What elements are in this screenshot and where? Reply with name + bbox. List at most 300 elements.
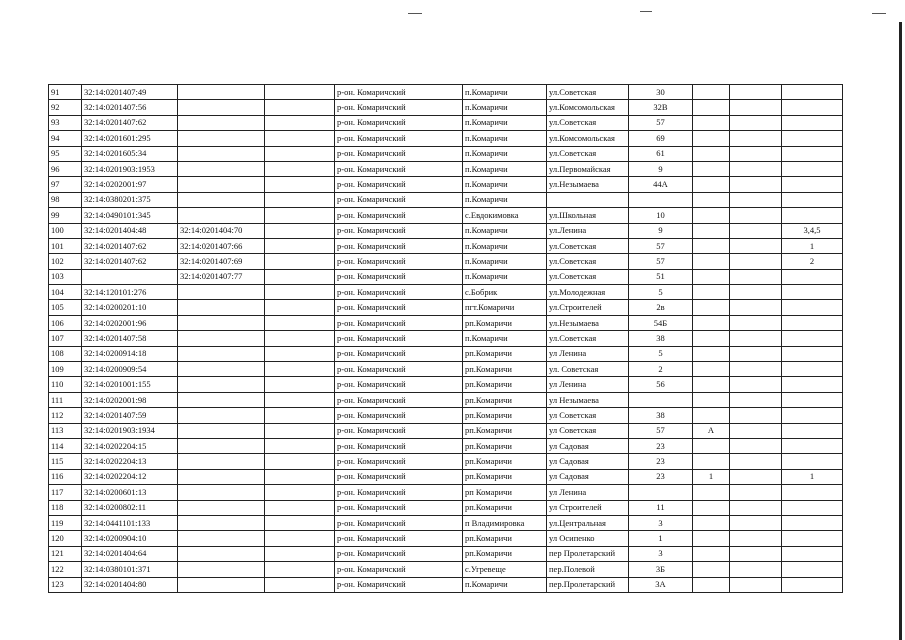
street-cell: ул.Первомайская — [547, 161, 629, 176]
extra-cell-9 — [693, 269, 730, 284]
cadastral-number: 32:14:0202001:96 — [82, 315, 178, 330]
extra-cell-11: 1 — [782, 238, 843, 253]
cadastral-number: 32:14:0201407:62 — [82, 254, 178, 269]
row-number: 119 — [49, 515, 82, 530]
cadastral-number-2 — [178, 131, 265, 146]
street-cell: ул Садовая — [547, 469, 629, 484]
locality-cell: пгт.Комаричи — [463, 300, 547, 315]
locality-cell: п.Комаричи — [463, 238, 547, 253]
table-row — [49, 346, 843, 361]
row-number: 97 — [49, 177, 82, 192]
cadastral-number-2: 32:14:0201407:69 — [178, 254, 265, 269]
street-cell — [547, 192, 629, 207]
locality-cell: с.Бобрик — [463, 285, 547, 300]
empty-cell — [265, 377, 335, 392]
cadastral-number: 32:14:0201001:155 — [82, 377, 178, 392]
house-number: 38 — [629, 331, 693, 346]
cadastral-number-2 — [178, 100, 265, 115]
district-cell: р-он. Комаричский — [335, 346, 463, 361]
cadastral-number-2 — [178, 146, 265, 161]
house-number: 3 — [629, 515, 693, 530]
cadastral-number: 32:14:0202001:97 — [82, 177, 178, 192]
district-cell: р-он. Комаричский — [335, 485, 463, 500]
empty-cell — [265, 562, 335, 577]
house-number: 2в — [629, 300, 693, 315]
cadastral-number-2 — [178, 408, 265, 423]
table-body — [49, 85, 843, 593]
extra-cell-9 — [693, 454, 730, 469]
street-cell: пер Пролетарский — [547, 546, 629, 561]
house-number: 57 — [629, 254, 693, 269]
extra-cell-11 — [782, 331, 843, 346]
table-row — [49, 223, 843, 238]
empty-cell — [265, 177, 335, 192]
cadastral-number: 32:14:0380201:375 — [82, 192, 178, 207]
extra-cell-11 — [782, 485, 843, 500]
house-number: 44А — [629, 177, 693, 192]
empty-cell — [265, 161, 335, 176]
extra-cell-10 — [730, 115, 782, 130]
extra-cell-11 — [782, 546, 843, 561]
extra-cell-10 — [730, 546, 782, 561]
extra-cell-11 — [782, 562, 843, 577]
cadastral-number-2 — [178, 346, 265, 361]
scan-speck — [872, 13, 886, 14]
street-cell: ул Ленина — [547, 485, 629, 500]
cadastral-number: 32:14:0200914:18 — [82, 346, 178, 361]
cadastral-number-2: 32:14:0201407:77 — [178, 269, 265, 284]
extra-cell-10 — [730, 146, 782, 161]
extra-cell-10 — [730, 177, 782, 192]
row-number: 107 — [49, 331, 82, 346]
extra-cell-10 — [730, 531, 782, 546]
table-row — [49, 192, 843, 207]
empty-cell — [265, 469, 335, 484]
extra-cell-11 — [782, 377, 843, 392]
extra-cell-10 — [730, 269, 782, 284]
extra-cell-9 — [693, 254, 730, 269]
cadastral-number: 32:14:0201407:59 — [82, 408, 178, 423]
street-cell: ул. Советская — [547, 362, 629, 377]
extra-cell-9 — [693, 208, 730, 223]
street-cell: ул Ленина — [547, 346, 629, 361]
house-number: 61 — [629, 146, 693, 161]
row-number: 108 — [49, 346, 82, 361]
extra-cell-11: 1 — [782, 469, 843, 484]
extra-cell-11 — [782, 454, 843, 469]
district-cell: р-он. Комаричский — [335, 438, 463, 453]
district-cell: р-он. Комаричский — [335, 515, 463, 530]
table-row — [49, 331, 843, 346]
cadastral-number: 32:14:0202204:15 — [82, 438, 178, 453]
street-cell: ул.Молодежная — [547, 285, 629, 300]
cadastral-number: 32:14:0201601:295 — [82, 131, 178, 146]
street-cell: ул.Незымаева — [547, 315, 629, 330]
empty-cell — [265, 485, 335, 500]
table-row — [49, 85, 843, 100]
row-number: 114 — [49, 438, 82, 453]
extra-cell-10 — [730, 85, 782, 100]
district-cell: р-он. Комаричский — [335, 131, 463, 146]
cadastral-number: 32:14:0200201:10 — [82, 300, 178, 315]
extra-cell-9 — [693, 485, 730, 500]
empty-cell — [265, 238, 335, 253]
empty-cell — [265, 423, 335, 438]
street-cell: ул.Незымаева — [547, 177, 629, 192]
scan-speck — [640, 11, 652, 12]
empty-cell — [265, 362, 335, 377]
house-number: 32В — [629, 100, 693, 115]
extra-cell-10 — [730, 254, 782, 269]
row-number: 121 — [49, 546, 82, 561]
extra-cell-10 — [730, 577, 782, 592]
street-cell: ул.Комсомольская — [547, 100, 629, 115]
cadastral-number-2 — [178, 469, 265, 484]
district-cell: р-он. Комаричский — [335, 115, 463, 130]
extra-cell-10 — [730, 161, 782, 176]
extra-cell-10 — [730, 100, 782, 115]
scan-edge — [899, 22, 902, 640]
extra-cell-9 — [693, 515, 730, 530]
empty-cell — [265, 346, 335, 361]
extra-cell-10 — [730, 392, 782, 407]
cadastral-number-2 — [178, 177, 265, 192]
registry-table — [48, 84, 843, 593]
house-number: 57 — [629, 423, 693, 438]
house-number: 2 — [629, 362, 693, 377]
cadastral-number-2 — [178, 208, 265, 223]
cadastral-number: 32:14:0380101:371 — [82, 562, 178, 577]
extra-cell-11 — [782, 300, 843, 315]
district-cell: р-он. Комаричский — [335, 562, 463, 577]
row-number: 120 — [49, 531, 82, 546]
extra-cell-10 — [730, 315, 782, 330]
street-cell: ул.Советская — [547, 254, 629, 269]
extra-cell-11 — [782, 192, 843, 207]
street-cell: ул.Советская — [547, 85, 629, 100]
extra-cell-10 — [730, 515, 782, 530]
cadastral-number-2 — [178, 300, 265, 315]
district-cell: р-он. Комаричский — [335, 161, 463, 176]
cadastral-number: 32:14:0201404:48 — [82, 223, 178, 238]
cadastral-number: 32:14:0490101:345 — [82, 208, 178, 223]
locality-cell: п.Комаричи — [463, 85, 547, 100]
table-row — [49, 577, 843, 592]
extra-cell-9 — [693, 531, 730, 546]
locality-cell: рп.Комаричи — [463, 392, 547, 407]
locality-cell: п.Комаричи — [463, 177, 547, 192]
cadastral-number: 32:14:0201404:64 — [82, 546, 178, 561]
locality-cell: с.Евдокимовка — [463, 208, 547, 223]
house-number: 54Б — [629, 315, 693, 330]
locality-cell: рп.Комаричи — [463, 315, 547, 330]
house-number: 3Б — [629, 562, 693, 577]
district-cell: р-он. Комаричский — [335, 577, 463, 592]
extra-cell-11 — [782, 346, 843, 361]
house-number: 9 — [629, 223, 693, 238]
table-row — [49, 469, 843, 484]
district-cell: р-он. Комаричский — [335, 100, 463, 115]
extra-cell-9 — [693, 362, 730, 377]
row-number: 96 — [49, 161, 82, 176]
district-cell: р-он. Комаричский — [335, 392, 463, 407]
empty-cell — [265, 500, 335, 515]
extra-cell-9: А — [693, 423, 730, 438]
locality-cell: п.Комаричи — [463, 131, 547, 146]
extra-cell-11 — [782, 531, 843, 546]
house-number: 57 — [629, 238, 693, 253]
empty-cell — [265, 254, 335, 269]
row-number: 101 — [49, 238, 82, 253]
cadastral-number: 32:14:0201407:56 — [82, 100, 178, 115]
street-cell: ул Осипенко — [547, 531, 629, 546]
cadastral-number-2 — [178, 85, 265, 100]
street-cell: ул.Центральная — [547, 515, 629, 530]
extra-cell-10 — [730, 454, 782, 469]
street-cell: ул.Школьная — [547, 208, 629, 223]
house-number: 57 — [629, 115, 693, 130]
locality-cell: п.Комаричи — [463, 100, 547, 115]
extra-cell-11 — [782, 100, 843, 115]
cadastral-number-2 — [178, 500, 265, 515]
extra-cell-9 — [693, 346, 730, 361]
street-cell: ул Незымаева — [547, 392, 629, 407]
locality-cell: с.Угревеще — [463, 562, 547, 577]
district-cell: р-он. Комаричский — [335, 269, 463, 284]
house-number: 23 — [629, 469, 693, 484]
district-cell: р-он. Комаричский — [335, 362, 463, 377]
locality-cell: рп.Комаричи — [463, 423, 547, 438]
house-number — [629, 192, 693, 207]
locality-cell: п Владимировка — [463, 515, 547, 530]
street-cell: ул.Советская — [547, 115, 629, 130]
extra-cell-9 — [693, 177, 730, 192]
row-number: 104 — [49, 285, 82, 300]
empty-cell — [265, 223, 335, 238]
locality-cell: п.Комаричи — [463, 254, 547, 269]
row-number: 95 — [49, 146, 82, 161]
empty-cell — [265, 285, 335, 300]
extra-cell-9 — [693, 85, 730, 100]
street-cell: ул Советская — [547, 423, 629, 438]
extra-cell-11 — [782, 315, 843, 330]
street-cell: ул.Советская — [547, 238, 629, 253]
row-number: 105 — [49, 300, 82, 315]
cadastral-number-2 — [178, 454, 265, 469]
extra-cell-9 — [693, 408, 730, 423]
table-row — [49, 408, 843, 423]
extra-cell-11 — [782, 208, 843, 223]
extra-cell-11: 2 — [782, 254, 843, 269]
district-cell: р-он. Комаричский — [335, 423, 463, 438]
extra-cell-11 — [782, 131, 843, 146]
table-row — [49, 285, 843, 300]
extra-cell-9 — [693, 377, 730, 392]
table-row — [49, 315, 843, 330]
locality-cell: п.Комаричи — [463, 223, 547, 238]
street-cell: пер.Полевой — [547, 562, 629, 577]
row-number: 106 — [49, 315, 82, 330]
extra-cell-11 — [782, 85, 843, 100]
extra-cell-11 — [782, 500, 843, 515]
locality-cell: рп.Комаричи — [463, 546, 547, 561]
extra-cell-9 — [693, 331, 730, 346]
extra-cell-9 — [693, 223, 730, 238]
empty-cell — [265, 331, 335, 346]
extra-cell-9: 1 — [693, 469, 730, 484]
street-cell: ул Садовая — [547, 454, 629, 469]
house-number: 1 — [629, 531, 693, 546]
table-row — [49, 115, 843, 130]
house-number: 23 — [629, 454, 693, 469]
extra-cell-9 — [693, 546, 730, 561]
empty-cell — [265, 392, 335, 407]
cadastral-number: 32:14:0201605:34 — [82, 146, 178, 161]
cadastral-number-2 — [178, 377, 265, 392]
row-number: 92 — [49, 100, 82, 115]
cadastral-number-2 — [178, 577, 265, 592]
extra-cell-9 — [693, 192, 730, 207]
table-row — [49, 238, 843, 253]
cadastral-number-2 — [178, 192, 265, 207]
empty-cell — [265, 192, 335, 207]
house-number: 5 — [629, 346, 693, 361]
row-number: 98 — [49, 192, 82, 207]
street-cell: ул Ленина — [547, 377, 629, 392]
extra-cell-9 — [693, 161, 730, 176]
extra-cell-10 — [730, 438, 782, 453]
extra-cell-11 — [782, 515, 843, 530]
locality-cell: рп.Комаричи — [463, 531, 547, 546]
extra-cell-9 — [693, 300, 730, 315]
extra-cell-10 — [730, 423, 782, 438]
table-row — [49, 131, 843, 146]
cadastral-number: 32:14:0200909:54 — [82, 362, 178, 377]
house-number: 51 — [629, 269, 693, 284]
extra-cell-9 — [693, 562, 730, 577]
locality-cell: п.Комаричи — [463, 192, 547, 207]
extra-cell-10 — [730, 285, 782, 300]
empty-cell — [265, 208, 335, 223]
district-cell: р-он. Комаричский — [335, 546, 463, 561]
row-number: 111 — [49, 392, 82, 407]
table-row — [49, 161, 843, 176]
extra-cell-11 — [782, 408, 843, 423]
empty-cell — [265, 315, 335, 330]
extra-cell-9 — [693, 146, 730, 161]
street-cell: ул.Строителей — [547, 300, 629, 315]
row-number: 115 — [49, 454, 82, 469]
extra-cell-11: 3,4,5 — [782, 223, 843, 238]
cadastral-number: 32:14:0201407:62 — [82, 115, 178, 130]
street-cell: ул.Ленина — [547, 223, 629, 238]
extra-cell-10 — [730, 346, 782, 361]
cadastral-number-2 — [178, 515, 265, 530]
cadastral-number: 32:14:0200601:13 — [82, 485, 178, 500]
district-cell: р-он. Комаричский — [335, 500, 463, 515]
table-row — [49, 100, 843, 115]
extra-cell-9 — [693, 100, 730, 115]
locality-cell: рп.Комаричи — [463, 469, 547, 484]
table-row — [49, 485, 843, 500]
house-number: 30 — [629, 85, 693, 100]
cadastral-number-2 — [178, 362, 265, 377]
street-cell: ул Садовая — [547, 438, 629, 453]
street-cell: пер.Пролетарский — [547, 577, 629, 592]
scan-speck — [408, 13, 422, 14]
locality-cell: п.Комаричи — [463, 577, 547, 592]
street-cell: ул.Советская — [547, 331, 629, 346]
extra-cell-11 — [782, 177, 843, 192]
extra-cell-10 — [730, 208, 782, 223]
extra-cell-9 — [693, 115, 730, 130]
locality-cell: рп Комаричи — [463, 485, 547, 500]
extra-cell-10 — [730, 408, 782, 423]
row-number: 109 — [49, 362, 82, 377]
extra-cell-10 — [730, 223, 782, 238]
house-number: 3А — [629, 577, 693, 592]
district-cell: р-он. Комаричский — [335, 469, 463, 484]
row-number: 99 — [49, 208, 82, 223]
cadastral-number-2 — [178, 562, 265, 577]
house-number: 38 — [629, 408, 693, 423]
house-number: 10 — [629, 208, 693, 223]
table-row — [49, 531, 843, 546]
extra-cell-9 — [693, 577, 730, 592]
cadastral-number-2: 32:14:0201404:70 — [178, 223, 265, 238]
district-cell: р-он. Комаричский — [335, 300, 463, 315]
district-cell: р-он. Комаричский — [335, 285, 463, 300]
table-row — [49, 438, 843, 453]
cadastral-number — [82, 269, 178, 284]
table-row — [49, 546, 843, 561]
extra-cell-10 — [730, 377, 782, 392]
locality-cell: рп.Комаричи — [463, 346, 547, 361]
row-number: 102 — [49, 254, 82, 269]
cadastral-number-2 — [178, 485, 265, 500]
empty-cell — [265, 546, 335, 561]
row-number: 100 — [49, 223, 82, 238]
row-number: 123 — [49, 577, 82, 592]
cadastral-number-2 — [178, 315, 265, 330]
extra-cell-10 — [730, 362, 782, 377]
cadastral-number-2 — [178, 438, 265, 453]
row-number: 110 — [49, 377, 82, 392]
locality-cell: п.Комаричи — [463, 115, 547, 130]
street-cell: ул Строителей — [547, 500, 629, 515]
table-row — [49, 392, 843, 407]
district-cell: р-он. Комаричский — [335, 254, 463, 269]
district-cell: р-он. Комаричский — [335, 85, 463, 100]
extra-cell-9 — [693, 438, 730, 453]
district-cell: р-он. Комаричский — [335, 177, 463, 192]
locality-cell: рп.Комаричи — [463, 454, 547, 469]
cadastral-number: 32:14:0201404:80 — [82, 577, 178, 592]
district-cell: р-он. Комаричский — [335, 146, 463, 161]
row-number: 103 — [49, 269, 82, 284]
district-cell: р-он. Комаричский — [335, 238, 463, 253]
house-number: 11 — [629, 500, 693, 515]
row-number: 94 — [49, 131, 82, 146]
locality-cell: рп.Комаричи — [463, 408, 547, 423]
table-row — [49, 208, 843, 223]
table-row — [49, 362, 843, 377]
row-number: 91 — [49, 85, 82, 100]
locality-cell: п.Комаричи — [463, 161, 547, 176]
extra-cell-11 — [782, 438, 843, 453]
locality-cell: п.Комаричи — [463, 269, 547, 284]
empty-cell — [265, 269, 335, 284]
